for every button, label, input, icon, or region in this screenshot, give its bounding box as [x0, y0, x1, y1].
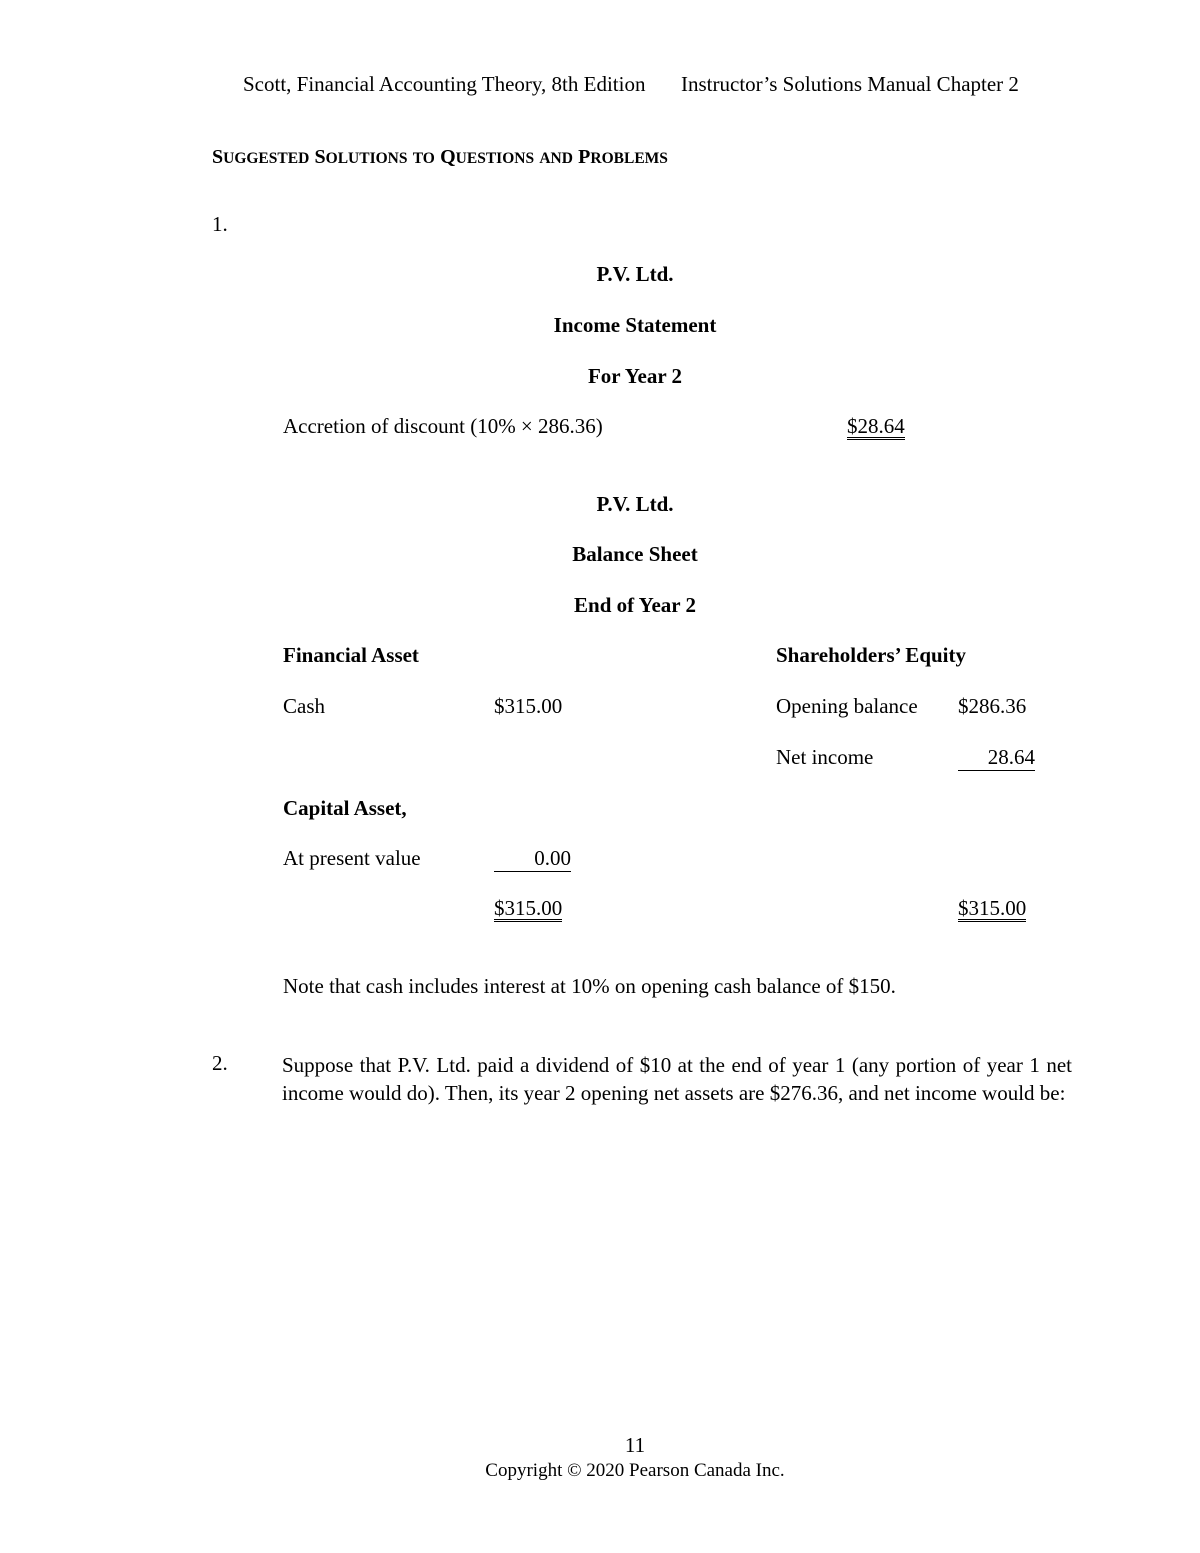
question-number-1: 1.	[212, 212, 228, 236]
accretion-value: $28.64	[847, 414, 905, 440]
running-header-right: Instructor’s Solutions Manual Chapter 2	[681, 72, 1019, 96]
cash-value: $315.00	[494, 694, 563, 718]
question-number-2: 2.	[212, 1051, 228, 1075]
balance-sheet-title: Balance Sheet	[572, 542, 698, 566]
opening-balance-value: $286.36	[958, 694, 1027, 718]
balance-sheet-period: End of Year 2	[574, 593, 696, 617]
financial-asset-heading: Financial Asset	[283, 643, 419, 667]
balance-sheet-company: P.V. Ltd.	[596, 492, 674, 516]
cash-note: Note that cash includes interest at 10% on opening cash balance of $150.	[283, 974, 896, 998]
page-number: 11	[624, 1433, 646, 1457]
net-income-label: Net income	[776, 745, 874, 769]
income-statement-title: Income Statement	[553, 313, 717, 337]
shareholders-equity-heading: Shareholders’ Equity	[776, 643, 967, 667]
section-title: SUGGESTED SOLUTIONS TO QUESTIONS AND PROBLEMS	[212, 146, 668, 168]
net-income-value: 28.64	[958, 745, 1035, 771]
income-statement-period: For Year 2	[587, 364, 683, 388]
total-equity: $315.00	[958, 896, 1026, 922]
accretion-label: Accretion of discount (10% × 286.36)	[283, 414, 603, 438]
present-value-label: At present value	[283, 846, 421, 870]
opening-balance-label: Opening balance	[776, 694, 918, 718]
income-statement-company: P.V. Ltd.	[596, 262, 674, 286]
copyright-notice: Copyright © 2020 Pearson Canada Inc.	[485, 1460, 785, 1481]
total-assets: $315.00	[494, 896, 562, 922]
capital-asset-heading: Capital Asset,	[283, 796, 407, 820]
cash-label: Cash	[283, 694, 325, 718]
question-2-text: Suppose that P.V. Ltd. paid a dividend of $10 at the end of year 1 (any portion of year 1 net income would do). Then, its year 2 opening net assets are $276.36, and net income would be:	[282, 1053, 1072, 1105]
present-value-value: 0.00	[494, 846, 571, 872]
running-header-left: Scott, Financial Accounting Theory, 8th Edition	[243, 72, 646, 96]
